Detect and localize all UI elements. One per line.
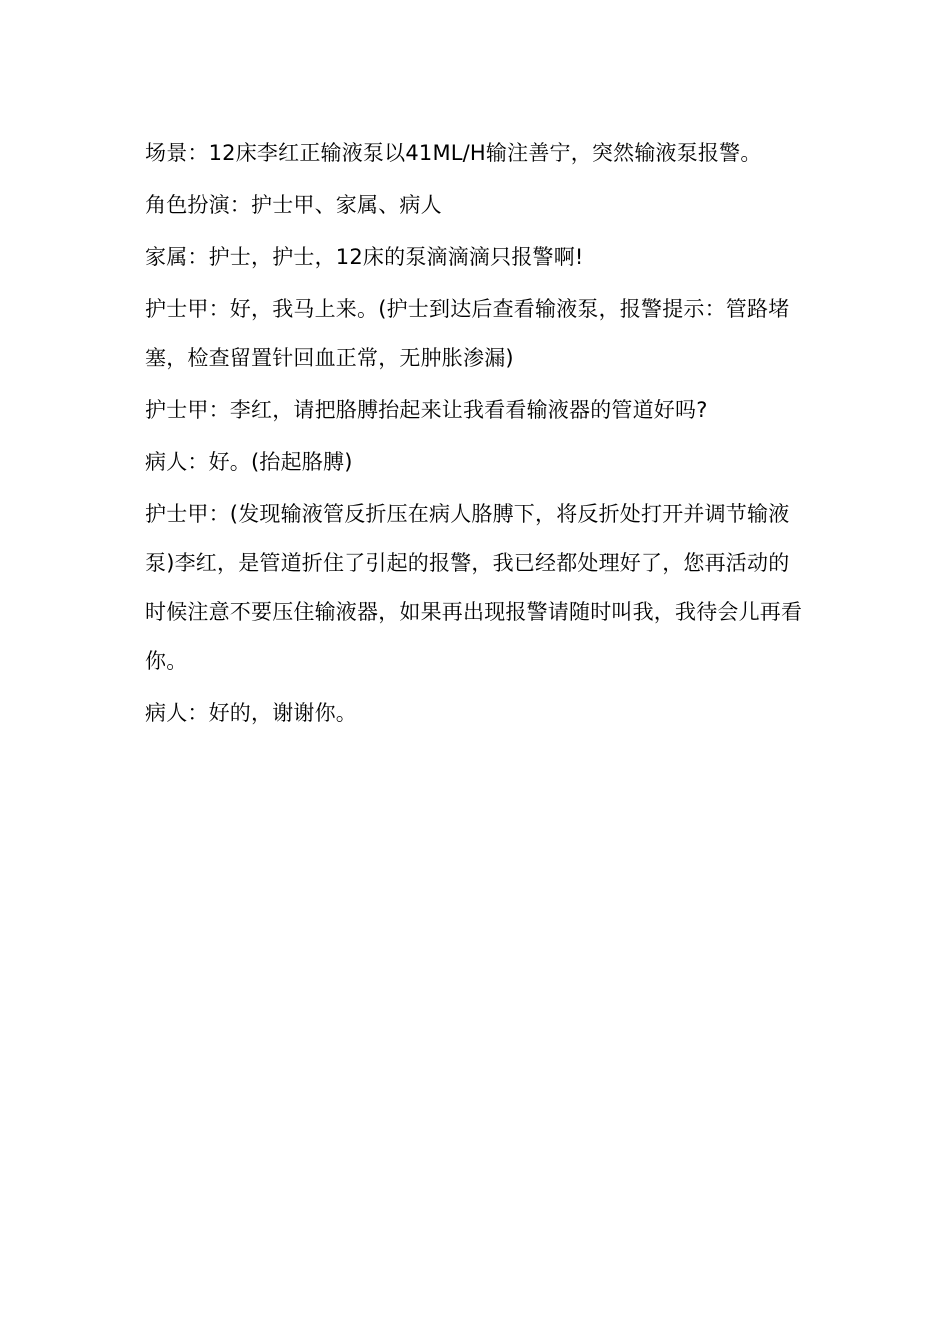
paragraph-patient-line-2: 病人：好的，谢谢你。 (145, 701, 357, 725)
paragraph-nurse-line-2: 护士甲：李红，请把胳膊抬起来让我看看输液器的管道好吗? (145, 398, 708, 422)
paragraph-patient-line-1: 病人：好。(抬起胳膊) (145, 450, 353, 474)
paragraph-roles: 角色扮演：护士甲、家属、病人 (145, 193, 442, 217)
paragraph-scene: 场景：12床李红正输液泵以41ML/H输注善宁，突然输液泵报警。 (145, 141, 762, 165)
document-body (145, 129, 810, 741)
paragraph-nurse-line-3: 护士甲：(发现输液管反折压在病人胳膊下，将反折处打开并调节输液泵)李红，是管道折住了引起的报警，我已经都处理好了，您再活动的时候注意不要压住输液器，如果再出现报警请随时叫我，我待会儿再看你。 (145, 502, 803, 673)
paragraph-nurse-line-1: 护士甲：好，我马上来。(护士到达后查看输液泵，报警提示：管路堵塞，检查留置针回血正常，无肿胀渗漏) (145, 297, 790, 370)
paragraph-family-line: 家属：护士，护士，12床的泵滴滴滴只报警啊! (145, 245, 584, 269)
